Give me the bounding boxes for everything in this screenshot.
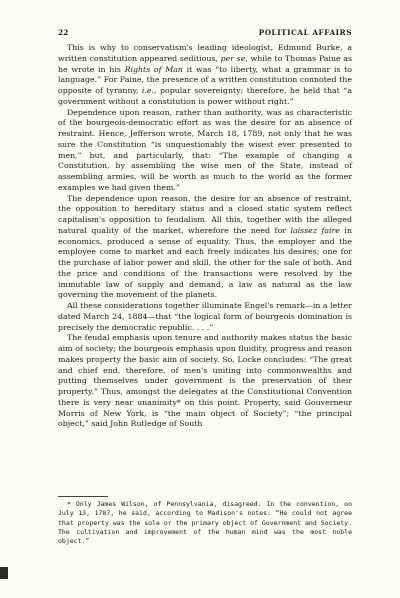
text-run: , popular sovereignty; therefore, he held that “a government without a constitution is power without right.” [58, 86, 352, 106]
body-paragraph [58, 301, 352, 333]
text-run: , while to Thomas Paine as he wrote in his [58, 53, 352, 74]
text-run: Dependence upon reason, rather than authority, was as characteristic of the bourgeois-democratic effort as was the desire for an absence of restraint. Hence, Jefferson wrote, March 18, 1789, not only that he was sure the Constitution “is unquestionably the wisest ever presented to men,” but, and particularly, that: “The example of changing a Constitution, by assembling the wise men of the State, instead of assembling armies, will be worth as much to the world as the former examples we had given them.” [58, 107, 352, 192]
body-text [58, 43, 352, 430]
text-run: The dependence upon reason, the desire for an absence of restraint, the opposition to hereditary status and a closed static system reflect capitalism's opposition to feudalism. All this, together with the alleged natural quality of the market, wherefore the need for [58, 193, 352, 235]
body-paragraph [58, 194, 352, 302]
footnote-rule [58, 496, 108, 497]
text-run: This is why to conservatism's leading ideologist, Edmund Burke, a written constitution appeared seditious, [58, 43, 352, 63]
text-run: All these considerations together illuminate Engel's remark—in a letter dated March 24, 1884—that “the logical form of bourgeois domination is precisely the democratic republic. . . .” [58, 301, 352, 332]
text-run: The feudal emphasis upon tenure and authority makes status the basic aim of society; the bourgeois emphasis upon fluidity, progress and reason makes property the basic aim of society. So, Locke concludes: “The great and chief end, therefore, of men's uniting into commonwealths and putting themselves under government is the preservation of their property.” Thus, amongst the delegates at the Constitutional Convention there is very near unanimity* on this point. Property, said Gouverneur Morris of New York, is “the main object of Society”; “the principal object,” said John Rutledge of South [58, 333, 352, 429]
body-paragraph [58, 108, 352, 194]
running-header [58, 28, 352, 40]
text-run: it was “to liberty, what a grammar is to language.” For Paine, the presence of a written constitution connoted the opposite of tyranny, [58, 64, 352, 95]
scan-edge-mark [0, 567, 8, 579]
footnote [58, 500, 352, 546]
italic-phrase: Rights of Man [124, 64, 183, 74]
text-run: in economics, produced a sense of equality. Thus, the employer and the employee come to market and each freely indicates his desires; one for the purchase of labor power and skill, the other for the sale of both. And the price and conditions of the transactions were resolved by the immutable law of supply and demand, a law as natural as the law governing the movement of the planets. [58, 225, 352, 300]
italic-phrase: laissez faire [290, 225, 340, 235]
italic-phrase: per se [220, 53, 246, 63]
page-number: 22 [58, 28, 69, 37]
italic-phrase: i.e. [141, 86, 155, 95]
body-paragraph [58, 43, 352, 108]
running-title: POLITICAL AFFAIRS [258, 28, 352, 37]
body-paragraph [58, 333, 352, 430]
footnote-text: * Only James Wilson, of Pennsylvania, disagreed. In the convention, on July 13, 1787, he said, according to Madison's notes: “He could not agree that property was the sole or the primary object of Government and Society. The cultivation and improvement of the human mind was the most noble object.” [58, 500, 352, 546]
